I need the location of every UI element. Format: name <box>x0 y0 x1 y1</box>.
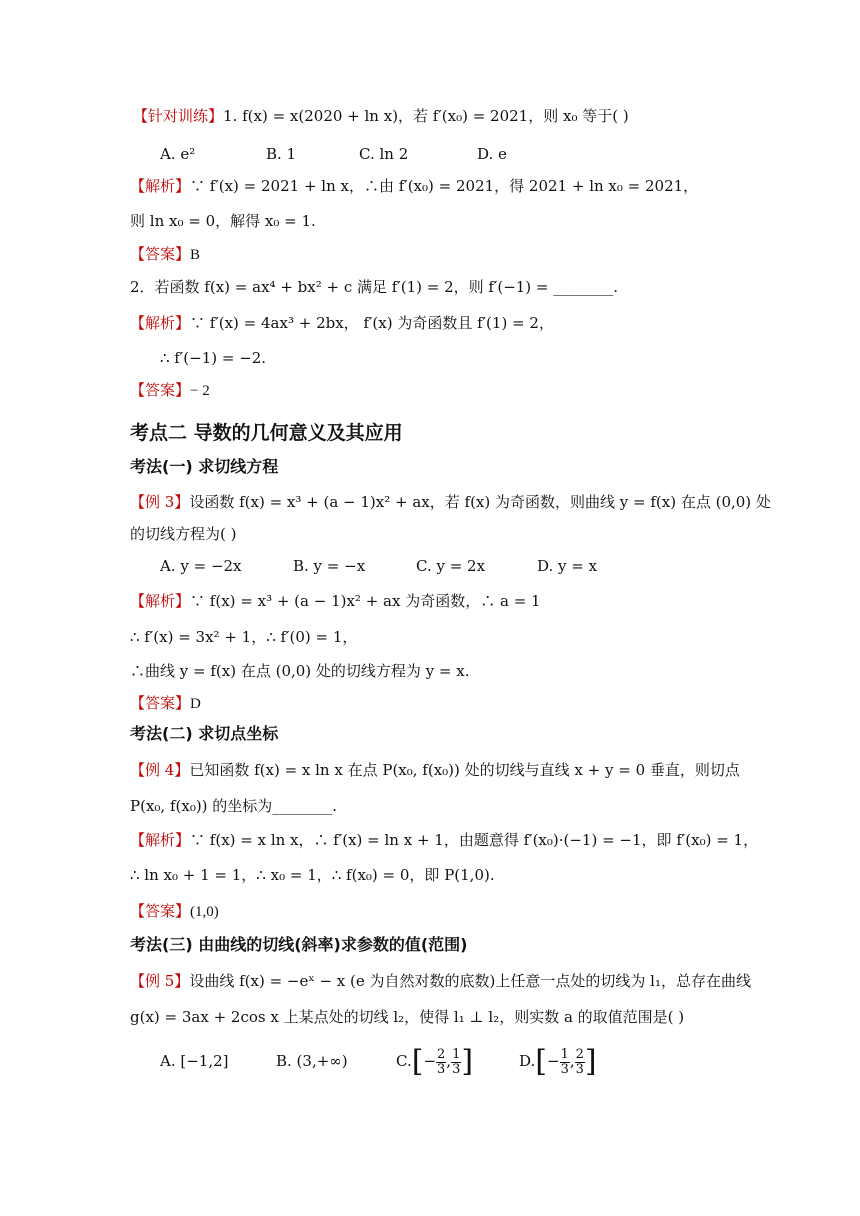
method3-title: 考法(三) 由曲线的切线(斜率)求参数的值(范围) <box>130 935 468 954</box>
example5-stem-2: g(x) = 3ax + 2cos x 上某点处的切线 l₂，使得 l₁ ⊥ l₂，则实数 a 的取值范围是( ) <box>130 1008 685 1026</box>
numerator: 2 <box>437 1046 446 1062</box>
practice2-stem: 2．若函数 f(x) = ax⁴ + bx² + c 满足 f′(1) = 2，则 f′(−1) = ________. <box>130 278 619 296</box>
practice1-answer-line <box>130 244 200 265</box>
example3-analysis-line1 <box>130 591 541 611</box>
example3-stem-line1 <box>130 492 771 512</box>
denominator: 3 <box>452 1061 461 1077</box>
denominator: 3 <box>437 1061 446 1077</box>
denominator: 3 <box>575 1061 584 1077</box>
analysis-tag: 【解析】 <box>130 177 191 195</box>
example5-option-b: B. (3,+∞) <box>276 1052 348 1070</box>
example3-analysis-1: ∵ f(x) = x³ + (a − 1)x² + ax 为奇函数，∴ a = 1 <box>190 592 541 610</box>
analysis-tag: 【解析】 <box>130 831 191 849</box>
practice1-analysis-line1 <box>130 176 698 196</box>
example5-option-c: C.[− $\frac{2}{3}$ , $\frac{1}{3}$ ] <box>396 1044 474 1079</box>
example4-analysis-line1 <box>130 830 758 850</box>
method2-title: 考法(二) 求切点坐标 <box>130 724 279 743</box>
method1-title: 考法(一) 求切线方程 <box>130 457 279 476</box>
example3-option-a: A. y = −2x <box>160 557 242 575</box>
numerator: 1 <box>560 1046 569 1062</box>
example4-answer-line <box>130 901 219 922</box>
example3-answer-line <box>130 693 201 714</box>
practice1-stem: 1. f(x) = x(2020 + ln x)，若 f′(x₀) = 2021，则 x₀ 等于( ) <box>223 107 629 125</box>
example-tag: 【例 3】 <box>130 493 190 511</box>
example4-stem-2: P(x₀, f(x₀)) 的坐标为________. <box>130 797 338 815</box>
example5-option-a: A. [−1,2] <box>160 1052 229 1070</box>
practice2-answer: − 2 <box>190 383 210 399</box>
answer-tag: 【答案】 <box>130 381 191 399</box>
practice1-option-a: A. e² <box>160 145 196 163</box>
right-bracket: ] <box>461 1044 474 1079</box>
practice2-analysis-line1 <box>130 313 554 333</box>
example3-option-d: D. y = x <box>537 557 598 575</box>
example5-stem-1: 设曲线 f(x) = −eˣ − x (e 为自然对数的底数)上任意一点处的切线为 l₁，总存在曲线 <box>189 972 751 990</box>
analysis-tag: 【解析】 <box>130 314 191 332</box>
fraction <box>575 1048 585 1077</box>
practice1-option-b: B. 1 <box>266 145 297 163</box>
example4-stem-line1 <box>130 760 740 780</box>
fraction <box>560 1048 570 1077</box>
practice1-analysis-1: ∵ f′(x) = 2021 + ln x，∴由 f′(x₀) = 2021，得 2021 + ln x₀ = 2021， <box>190 177 699 195</box>
example4-analysis-2: ∴ ln x₀ + 1 = 1，∴ x₀ = 1，∴ f(x₀) = 0，即 P(1,0). <box>130 866 495 884</box>
practice1-option-c: C. ln 2 <box>359 145 409 163</box>
practice2-analysis-2: ∴ f′(−1) = −2. <box>160 349 267 367</box>
example5-option-d: D.[− $\frac{1}{3}$ , $\frac{2}{3}$ ] <box>519 1044 597 1079</box>
fraction <box>436 1048 446 1077</box>
denominator: 3 <box>560 1061 569 1077</box>
example4-analysis-1: ∵ f(x) = x ln x，∴ f′(x) = ln x + 1，由题意得 f′(x₀)·(−1) = −1，即 f′(x₀) = 1， <box>190 831 759 849</box>
example3-analysis-2: ∴ f′(x) = 3x² + 1，∴ f′(0) = 1， <box>130 628 358 646</box>
practice-tag: 【针对训练】 <box>133 107 224 125</box>
option-c-label: C. <box>396 1052 412 1070</box>
analysis-tag: 【解析】 <box>130 592 191 610</box>
practice1-answer: B <box>190 247 201 263</box>
example3-option-c: C. y = 2x <box>416 557 486 575</box>
example-tag: 【例 4】 <box>130 761 190 779</box>
example3-option-b: B. y = −x <box>293 557 366 575</box>
example3-analysis-3: ∴曲线 y = f(x) 在点 (0,0) 处的切线方程为 y = x. <box>130 662 470 680</box>
left-bracket: [ <box>535 1044 547 1079</box>
answer-tag: 【答案】 <box>130 694 191 712</box>
practice1-analysis-2: 则 ln x₀ = 0，解得 x₀ = 1. <box>130 212 316 230</box>
numerator: 1 <box>452 1046 461 1062</box>
option-d-label: D. <box>519 1052 536 1070</box>
example4-stem-1: 已知函数 f(x) = x ln x 在点 P(x₀, f(x₀)) 处的切线与直线 x + y = 0 垂直，则切点 <box>189 761 740 779</box>
example4-answer: (1,0) <box>190 904 219 920</box>
fraction <box>451 1048 461 1077</box>
practice2-answer-line <box>130 380 210 401</box>
example3-answer: D <box>190 696 201 712</box>
numerator: 2 <box>575 1046 584 1062</box>
practice1-stem-line <box>133 106 629 126</box>
example3-stem-1: 设函数 f(x) = x³ + (a − 1)x² + ax，若 f(x) 为奇函数，则曲线 y = f(x) 在点 (0,0) 处 <box>189 493 771 511</box>
section-title: 考点二 导数的几何意义及其应用 <box>130 422 403 444</box>
left-bracket: [ <box>411 1044 424 1079</box>
example5-stem-line1 <box>130 971 751 991</box>
example-tag: 【例 5】 <box>130 972 190 990</box>
answer-tag: 【答案】 <box>130 245 191 263</box>
practice1-option-d: D. e <box>477 145 507 163</box>
right-bracket: ] <box>584 1044 597 1079</box>
answer-tag: 【答案】 <box>130 902 191 920</box>
practice2-analysis-1: ∵ f′(x) = 4ax³ + 2bx， f′(x) 为奇函数且 f′(1) = 2， <box>190 314 554 332</box>
example3-stem-2: 的切线方程为( ) <box>130 525 237 543</box>
